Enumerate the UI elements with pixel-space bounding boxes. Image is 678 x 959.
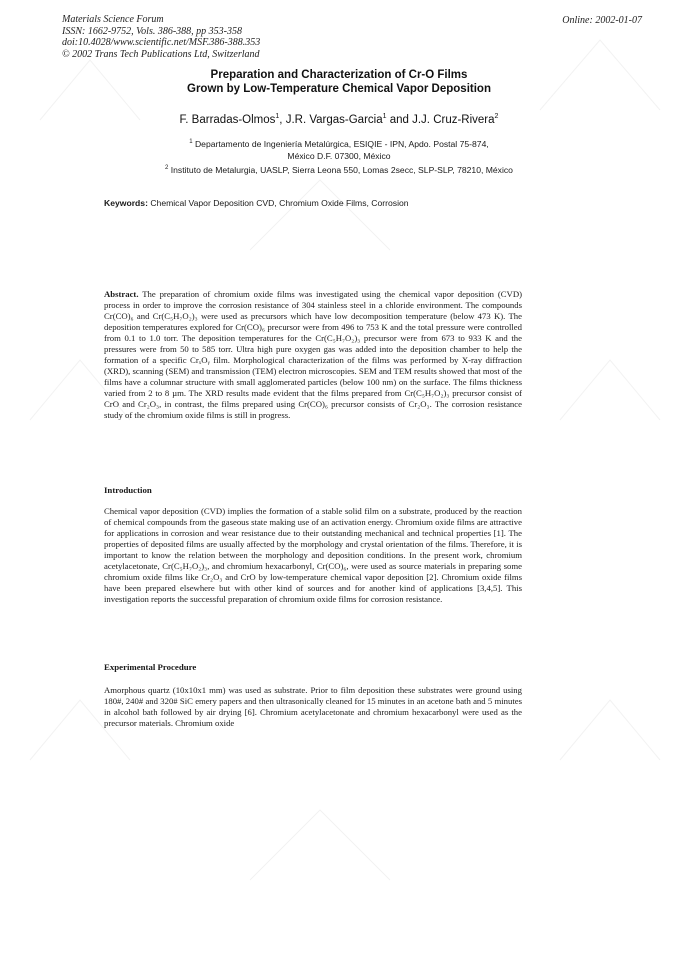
abstract bbox=[104, 289, 522, 421]
experimental-text: Amorphous quartz (10x10x1 mm) was used as substrate. Prior to film deposition these substrates were ground using 180#, 240# and 320# SiC emery papers and then ultrasonically cleaned for 15 minutes in an acetone bath and 5 minutes in alcohol bath followed by air drying [6]. Chromium acetylacetonate and chromium hexacarbonyl were used as the precursor materials. Chromium oxide bbox=[104, 685, 522, 728]
keywords-text: Chemical Vapor Deposition CVD, Chromium Oxide Films, Corrosion bbox=[150, 198, 409, 208]
author-2: J.R. Vargas-Garcia bbox=[285, 114, 383, 126]
introduction-heading: Introduction bbox=[104, 485, 152, 495]
author-list bbox=[0, 114, 678, 126]
author-3: J.J. Cruz-Rivera bbox=[412, 114, 495, 126]
paper-title bbox=[0, 68, 678, 96]
author-separator: and bbox=[386, 114, 413, 126]
affiliation-2-text: Instituto de Metalurgia, UASLP, Sierra Leona 550, Lomas 2secc, SLP-SLP, 78210, México bbox=[170, 165, 513, 175]
author-1: F. Barradas-Olmos bbox=[179, 114, 276, 126]
abstract-label: Abstract. bbox=[104, 289, 139, 299]
author-separator: , bbox=[279, 114, 286, 126]
affiliation-2 bbox=[0, 165, 678, 175]
introduction-text: Chemical vapor deposition (CVD) implies the formation of a stable solid film on a substrate, produced by the reaction of chemical compounds from the gaseous state making use of an activation energy. Chromium oxide films are attractive for applications in corrosion and wear resistance due to their outstanding mechanical and technical properties [1]. The properties of deposited films are usually affected by the morphology and crystal orientation of the films. Therefore, it is important to know the relation between the morphology and deposition conditions. In the present work, chromium acetylacetonate, Cr(C₅H₇O₂)₃, and chromium hexacarbonyl, Cr(CO)₆, were used as source materials in preparing some chromium oxide films like Cr₂O₃ and CrO by low-temperature chemical vapor deposition [2]. Chromium oxide films have been prepared elsewhere but with other kind of sources and for another kind of applications [3,4,5]. This investigation reports the successful preparation of chromium oxide films for corrosion resistance. bbox=[104, 506, 522, 604]
issn-line: ISSN: 1662-9752, Vols. 386-388, pp 353-358 bbox=[62, 25, 242, 37]
affiliation-1-line-2: México D.F. 07300, México bbox=[287, 150, 391, 161]
title-line-2: Grown by Low-Temperature Chemical Vapor Deposition bbox=[187, 83, 491, 95]
doi-line: doi:10.4028/www.scientific.net/MSF.386-388.353 bbox=[62, 37, 261, 48]
copyright-line: © 2002 Trans Tech Publications Ltd, Switzerland bbox=[62, 48, 260, 60]
affiliation-2-marker: 2 bbox=[165, 165, 169, 172]
affiliation-1-line-1: Departamento de Ingeniería Metalúrgica, ESIQIE - IPN, Apdo. Postal 75-874, bbox=[194, 139, 489, 149]
keywords-label: Keywords: bbox=[104, 198, 148, 208]
experimental-heading: Experimental Procedure bbox=[104, 662, 197, 672]
author-2-affil: 1 bbox=[382, 113, 387, 121]
abstract-text: The preparation of chromium oxide films was investigated using the chemical vapor deposition (CVD) process in order to improve the corrosion resistance of 304 stainless steel in a chloride environment. The compounds Cr(CO)₆ and Cr(C₅H₇O₂)₃ were used as precursors which have low decomposition temperature (below 473 K). The deposition temperatures explored for Cr(CO)₆ precursor were from 496 to 753 K and the total pressure were controlled from 0.1 to 1.0 torr. The deposition temperatures for the Cr(C₅H₇O₂)₃ precursor were from 673 to 933 K and the pressures were from 50 to 585 torr. Ultra high pure oxygen gas was added into the deposition chamber to help the formation of a specific CrₓOᵧ film. Morphological characterization of the films was performed by X-ray diffraction (XRD), scanning (SEM) and transmission (TEM) electron microscopies. SEM and TEM results showed that most of the films have a columnar structure with small agglomerated particles (below 100 nm) on the surface. The films thickness varied from 2 to 8 µm. The XRD results made evident that the films prepared from Cr(C₅H₇O₂)₃ precursor consist of CrO and Cr₂O₃, in contrast, the films prepared using Cr(CO)₆ precursor consists of Cr₂O₃. The corrosion resistance study of the chromium oxide films is still in progress. bbox=[104, 289, 523, 420]
title-line-1: Preparation and Characterization of Cr-O Films bbox=[210, 69, 468, 81]
publication-header bbox=[62, 14, 260, 60]
affiliation-1-marker: 1 bbox=[189, 139, 193, 146]
affiliation-1 bbox=[0, 139, 678, 162]
author-1-affil: 1 bbox=[275, 113, 280, 121]
keywords bbox=[104, 198, 409, 208]
author-3-affil: 2 bbox=[494, 113, 499, 121]
online-date: Online: 2002-01-07 bbox=[562, 15, 642, 26]
journal-name: Materials Science Forum bbox=[62, 14, 164, 25]
